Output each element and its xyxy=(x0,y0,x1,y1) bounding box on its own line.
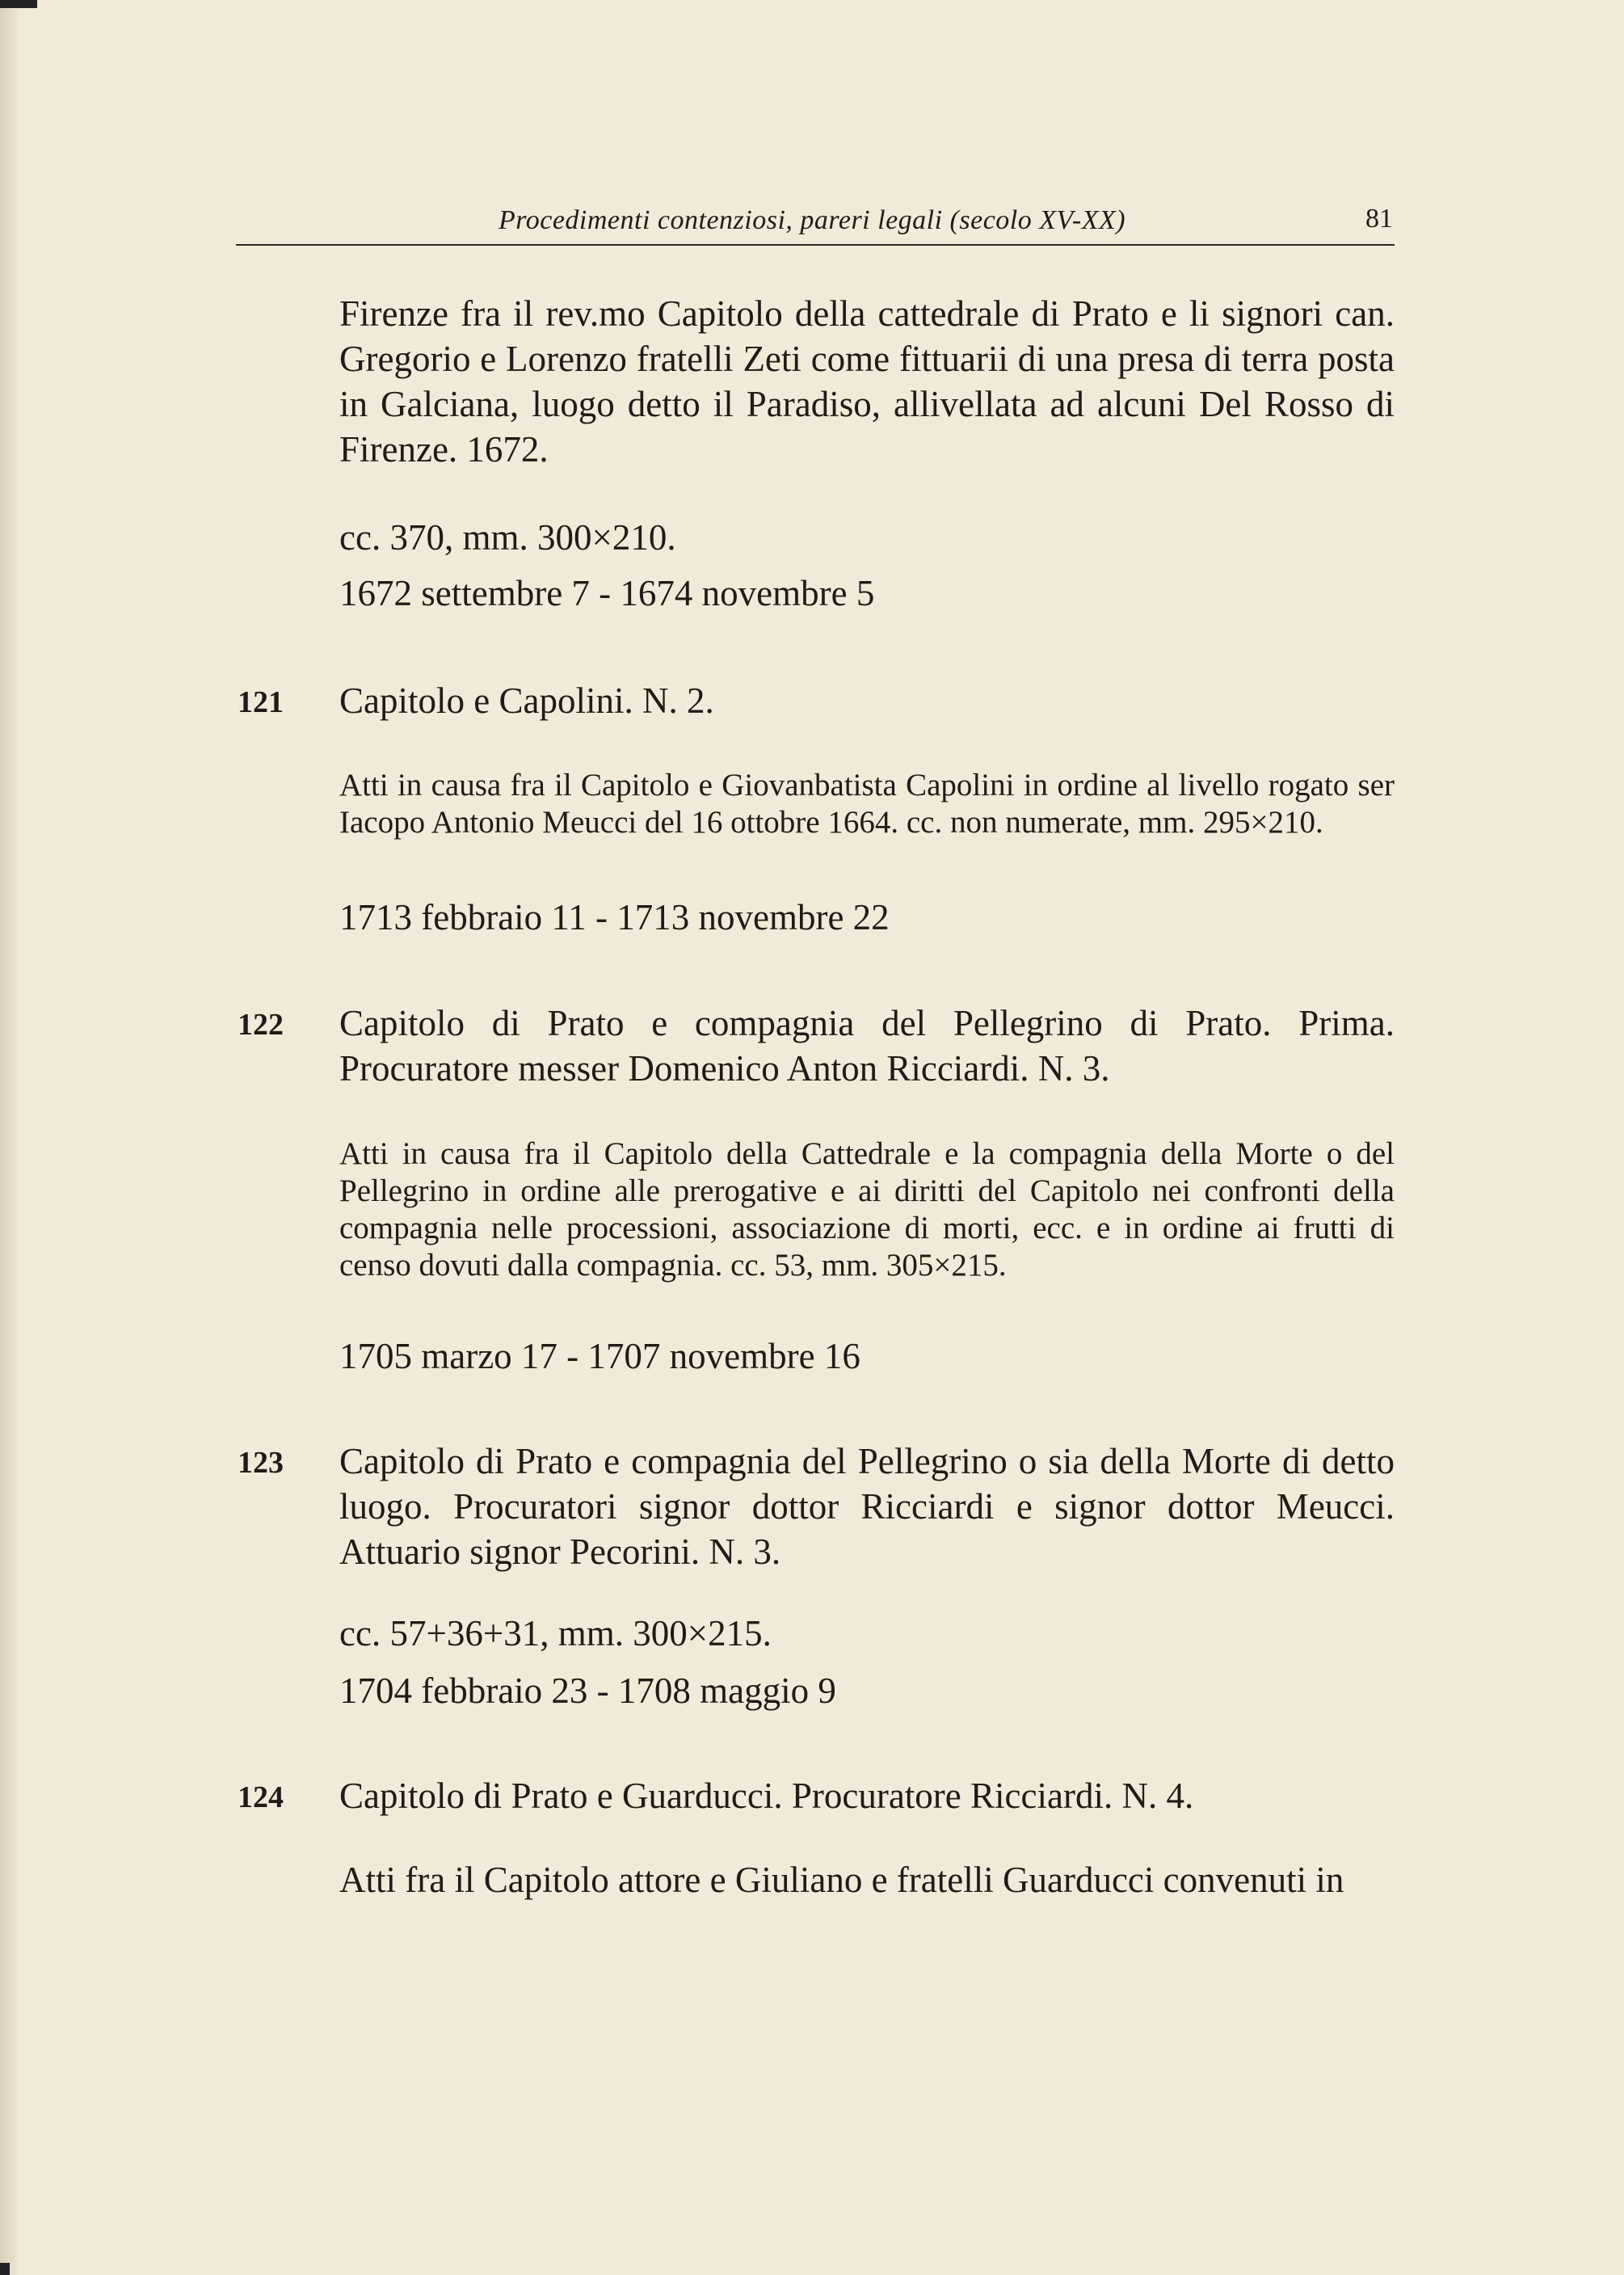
entry-description: Atti fra il Capitolo attore e Giuliano e fratelli Guarducci convenuti in xyxy=(339,1860,1344,1900)
entry-title: Capitolo e Capolini. N. 2. xyxy=(339,680,714,721)
entry-number: 124 xyxy=(238,1780,284,1814)
entry-dates: 1705 marzo 17 - 1707 novembre 16 xyxy=(339,1336,860,1376)
continuation-text: Firenze fra il rev.mo Capitolo della cattedrale di Prato e li signori can. Gregorio e Lorenzo fratelli Zeti come fittuarii di una presa di terra posta in Galciana, luogo detto il Paradiso, allivellata ad alcuni Del Rosso di Firenze. 1672. xyxy=(339,293,1395,470)
entry-description: Atti in causa fra il Capitolo e Giovanbatista Capolini in ordine al livello rogato ser Iacopo Antonio Meucci del 16 ottobre 1664. cc. non numerate, mm. 295×210. xyxy=(339,768,1395,840)
entry-physical: cc. 57+36+31, mm. 300×215. xyxy=(339,1613,772,1654)
running-head-title: Procedimenti contenziosi, pareri legali (secolo XV-XX) xyxy=(499,205,1126,235)
corner-mark xyxy=(0,2263,10,2275)
entry-dates: 1713 febbraio 11 - 1713 novembre 22 xyxy=(339,897,890,937)
entry-number: 122 xyxy=(238,1008,284,1042)
entry-title: Capitolo di Prato e Guarducci. Procuratore Ricciardi. N. 4. xyxy=(339,1776,1194,1816)
continuation-dates: 1672 settembre 7 - 1674 novembre 5 xyxy=(339,573,875,613)
entry-title: Capitolo di Prato e compagnia del Pellegrino o sia della Morte di detto luogo. Procuratori signor dottor Ricciardi e signor dottor Meucci. Attuario signor Pecorini. N. 3. xyxy=(339,1441,1395,1572)
entry-description: Atti in causa fra il Capitolo della Cattedrale e la compagnia della Morte o del Pellegrino in ordine alle prerogative e ai diritti del Capitolo nei confronti della compagnia nelle processioni, associazione di morti, ecc. e in ordine ai frutti di censo dovuti dalla compagnia. cc. 53, mm. 305×215. xyxy=(339,1136,1395,1283)
entry-title: Capitolo di Prato e compagnia del Pellegrino di Prato. Prima. Procuratore messer Domenico Anton Ricciardi. N. 3. xyxy=(339,1003,1395,1089)
page-number: 81 xyxy=(1365,204,1393,234)
running-head xyxy=(236,199,1395,246)
page-edge xyxy=(0,0,19,2275)
entry-number: 121 xyxy=(238,685,284,719)
entry-number: 123 xyxy=(238,1446,284,1480)
entry-dates: 1704 febbraio 23 - 1708 maggio 9 xyxy=(339,1670,836,1711)
continuation-physical: cc. 370, mm. 300×210. xyxy=(339,517,676,558)
corner-mark xyxy=(0,0,37,8)
